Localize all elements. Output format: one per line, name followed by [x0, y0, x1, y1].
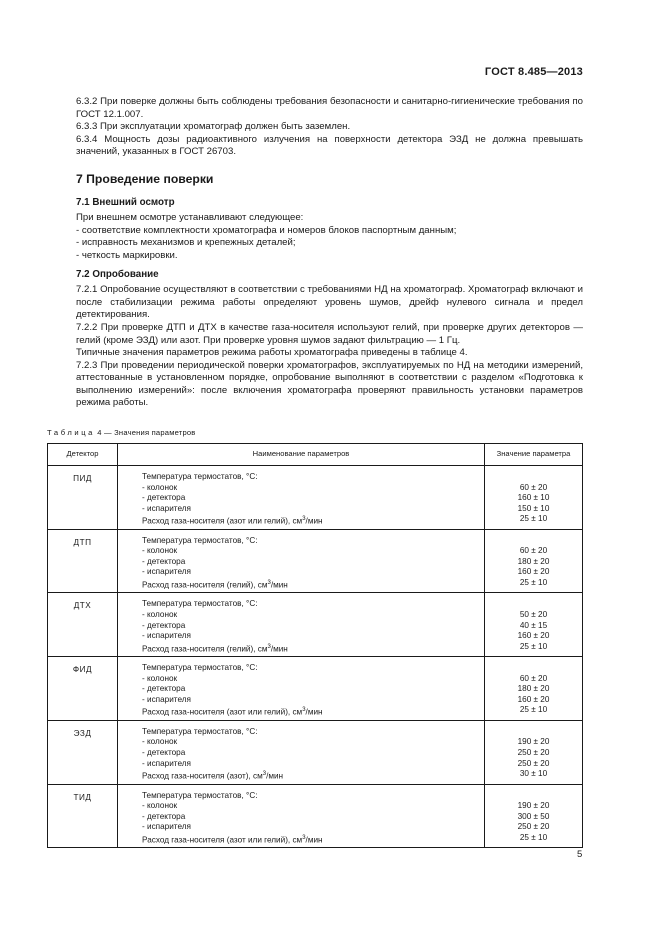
table-row	[48, 784, 583, 848]
table-row	[48, 529, 583, 593]
detector-cell: ЭЗД	[48, 720, 118, 784]
params-cell	[118, 657, 485, 721]
value-line: 250 ± 20	[517, 748, 550, 757]
value-line: 160 ± 20	[517, 631, 550, 641]
table-caption-word: Таблица	[47, 428, 95, 437]
flow-label: Расход газа-носителя (азот или гелий), см	[142, 708, 303, 718]
detector-cell: ДТП	[48, 529, 118, 593]
value-line: 150 ± 10	[517, 503, 550, 513]
value-line: 25 ± 10	[519, 641, 548, 651]
param-line: - испарителя	[142, 822, 191, 832]
values-cell	[485, 466, 583, 530]
value-line: 180 ± 20	[517, 556, 550, 566]
param-line: - колонок	[142, 546, 178, 556]
detector-cell: ДТХ	[48, 593, 118, 657]
paragraph-6-3-3: 6.3.3 При эксплуатации хроматограф должен быть заземлен.	[76, 121, 351, 133]
superscript: 3	[267, 580, 271, 587]
value-line: 25 ± 10	[519, 578, 548, 588]
param-line: Температура термостатов, °С:	[142, 663, 258, 673]
value-line: 50 ± 20	[519, 610, 548, 619]
flow-label: Расход газа-носителя (гелий), см	[142, 644, 268, 654]
value-line: 25 ± 10	[519, 832, 548, 842]
values-cell	[485, 720, 583, 784]
superscript: 3	[302, 516, 306, 523]
value-line: 160 ± 10	[517, 493, 550, 503]
param-line: - испарителя	[142, 503, 191, 513]
param-line: Температура термостатов, °С:	[142, 472, 258, 481]
superscript: 3	[302, 834, 306, 841]
param-line	[142, 833, 480, 846]
paragraph-7-2-1: 7.2.1 Опробование осуществляют в соответствии с требованиями НД на хроматограф. Хроматограф включают и после стабилизации режима работы определяют уровень шумов, дрейф нулевого сигнала и предел детектирования.	[76, 284, 583, 321]
param-line: Температура термостатов, °С:	[142, 726, 258, 736]
flow-unit: /мин	[270, 644, 288, 654]
paragraph-7-2-2: 7.2.2 При проверке ДТП и ДТХ в качестве газа-носителя используют гелий, при проверке других детекторов — гелий (кроме ЭЗД) или азот. При проверке уровня шумов задают фильтрацию — 1 Гц.	[76, 321, 583, 346]
param-line	[142, 578, 480, 591]
superscript: 3	[302, 707, 306, 714]
flow-label: Расход газа-носителя (гелий), см	[142, 580, 268, 590]
table-row	[48, 657, 583, 721]
header-value: Значение параметра	[485, 444, 583, 466]
value-line: 30 ± 10	[519, 769, 548, 779]
flow-unit: /мин	[305, 835, 323, 845]
values-cell	[485, 593, 583, 657]
params-cell	[118, 529, 485, 593]
detector-cell: ПИД	[48, 466, 118, 530]
params-cell	[118, 720, 485, 784]
param-line: - колонок	[142, 482, 178, 492]
value-line: 160 ± 20	[517, 694, 550, 704]
paragraph-7-2-3: 7.2.3 При проведении периодической поверки хроматографов, эксплуатируемых по НД на методики измерений, аттестованные в установленном порядке, опробование выполняют в соответствии с разделом «Подготовка к выполнению измерений»: после включения хроматографа проверяют правильность установки параметров режима работы.	[76, 359, 583, 409]
param-line: - колонок	[142, 737, 178, 747]
paragraph-table-ref: Типичные значения параметров режима работы хроматографа приведены в таблице 4.	[76, 347, 468, 359]
value-line: 25 ± 10	[519, 514, 548, 524]
param-line: - детектора	[142, 684, 186, 694]
list-item: - четкость маркировки.	[76, 249, 178, 261]
superscript: 3	[262, 771, 267, 778]
params-cell	[118, 784, 485, 848]
param-line: - детектора	[142, 748, 186, 757]
params-cell	[118, 466, 485, 530]
values-cell	[485, 784, 583, 848]
values-cell	[485, 529, 583, 593]
param-line: - детектора	[142, 811, 186, 821]
value-line: 40 ± 15	[519, 620, 548, 630]
table-header-row	[48, 444, 583, 466]
flow-label: Расход газа-носителя (азот или гелий), см	[142, 517, 303, 527]
param-line: - детектора	[142, 556, 186, 566]
document-number: ГОСТ 8.485—2013	[484, 66, 583, 78]
flow-unit: /мин	[305, 517, 323, 527]
list-item: - исправность механизмов и крепежных деталей;	[76, 237, 296, 249]
table-row	[48, 720, 583, 784]
header-parameters: Наименование параметров	[118, 444, 485, 466]
value-line: 250 ± 20	[517, 758, 550, 768]
table-row	[48, 466, 583, 530]
value-line: 60 ± 20	[519, 673, 548, 683]
params-cell	[118, 593, 485, 657]
paragraph-6-3-2: 6.3.2 При поверке должны быть соблюдены требования безопасности и санитарно-гигиенические требования по ГОСТ 12.1.007.	[76, 96, 583, 120]
flow-unit: /мин	[270, 580, 288, 590]
flow-unit: /мин	[305, 708, 323, 718]
detector-cell: ФИД	[48, 657, 118, 721]
value-line: 60 ± 20	[519, 482, 548, 492]
param-line: - детектора	[142, 620, 186, 630]
param-line: Температура термостатов, °С:	[142, 790, 258, 800]
param-line: - детектора	[142, 493, 186, 503]
value-line: 190 ± 20	[517, 737, 550, 747]
param-line	[142, 514, 480, 527]
table-caption	[47, 428, 196, 437]
param-line: - колонок	[142, 610, 178, 619]
subsection-7-2-title: 7.2 Опробование	[76, 268, 159, 280]
header-detector: Детектор	[48, 444, 118, 466]
section-title: 7 Проведение поверки	[76, 171, 214, 186]
table-row	[48, 593, 583, 657]
value-line: 190 ± 20	[517, 801, 550, 811]
page-number: 5	[577, 849, 583, 860]
param-line: - колонок	[142, 673, 178, 683]
value-line: 250 ± 20	[517, 822, 550, 832]
flow-label: Расход газа-носителя (азот или гелий), см	[142, 835, 303, 845]
list-item: - соответствие комплектности хроматографа и номеров блоков паспортным данным;	[76, 224, 457, 236]
param-line: - испарителя	[142, 694, 191, 704]
paragraph-7-1-intro: При внешнем осмотре устанавливают следующее:	[76, 212, 304, 224]
value-line: 300 ± 50	[517, 811, 550, 821]
parameters-table	[47, 443, 583, 848]
table-caption-text: 4 — Значения параметров	[97, 428, 196, 437]
flow-label: Расход газа-носителя (азот), см	[142, 771, 263, 781]
superscript: 3	[267, 643, 271, 650]
value-line: 180 ± 20	[517, 684, 550, 694]
paragraph-6-3-4: 6.3.4 Мощность дозы радиоактивного излучения на поверхности детектора ЭЗД не должна превышать значений, указанных в ГОСТ 26703.	[76, 133, 583, 158]
flow-unit: /мин	[266, 771, 284, 781]
subsection-7-1-title: 7.1 Внешний осмотр	[76, 196, 175, 208]
param-line	[142, 769, 480, 782]
values-cell	[485, 657, 583, 721]
param-line	[142, 705, 480, 718]
value-line: 160 ± 20	[517, 567, 550, 577]
value-line: 25 ± 10	[519, 705, 548, 715]
value-line: 60 ± 20	[519, 546, 548, 556]
param-line: Температура термостатов, °С:	[142, 599, 258, 609]
param-line: - испарителя	[142, 631, 191, 641]
page-content	[76, 96, 583, 410]
param-line: - колонок	[142, 801, 178, 811]
param-line: - испарителя	[142, 567, 191, 577]
param-line: - испарителя	[142, 758, 191, 768]
detector-cell: ТИД	[48, 784, 118, 848]
param-line: Температура термостатов, °С:	[142, 535, 258, 545]
param-line	[142, 642, 480, 655]
